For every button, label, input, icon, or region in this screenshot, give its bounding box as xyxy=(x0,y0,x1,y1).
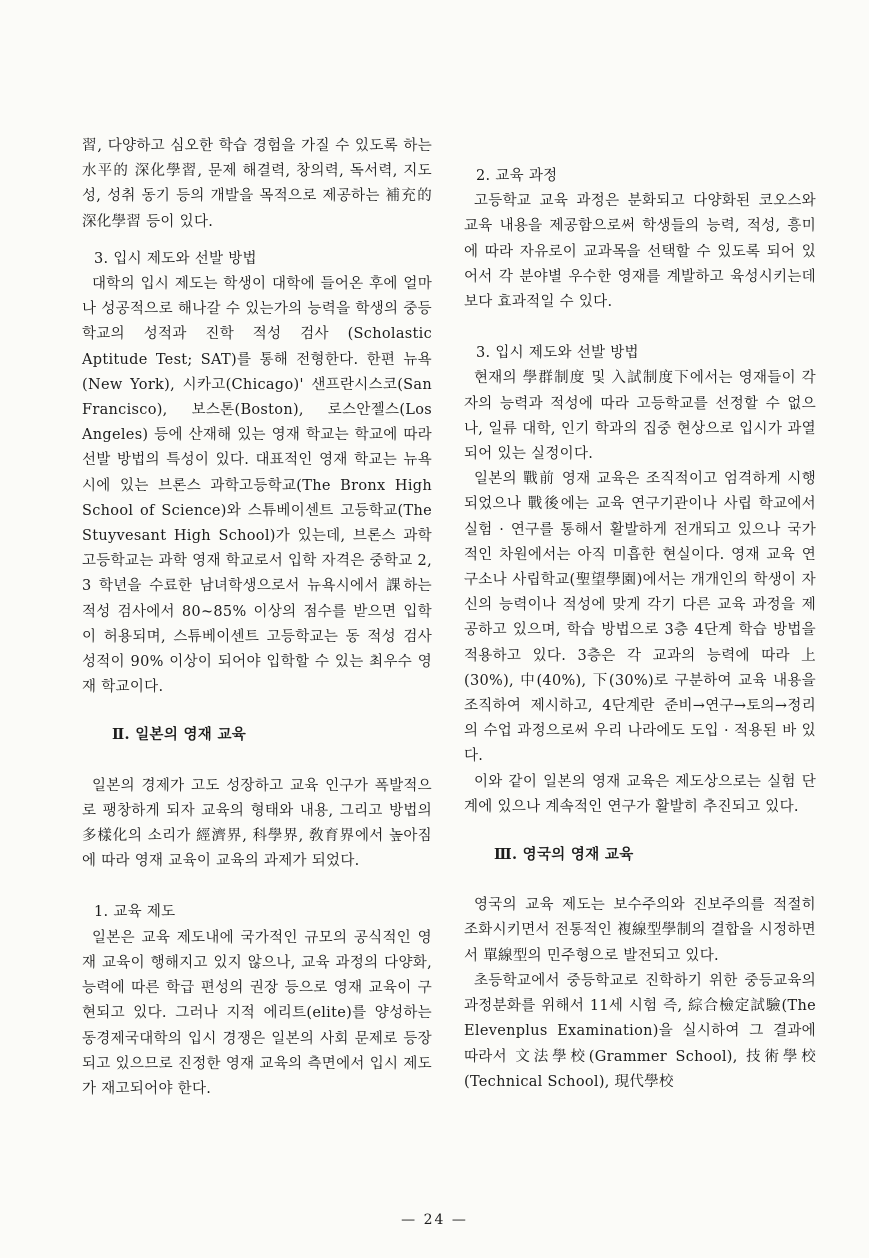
left-paragraph-1: 習, 다양하고 심오한 학습 경험을 가질 수 있도록 하는 水平的 深化學習, 문제 해결력, 창의력, 독서력, 지도성, 성취 동기 등의 개발을 목적으로 제공하는 補充的 深化學習 등이 있다. xyxy=(82,138,432,230)
right-paragraph-6: 초등학교에서 중등학교로 진학하기 위한 중등교육의 과정분화를 위해서 11세 시험 즉, 綜合檢定試驗(The Elevenplus Examination)을 실시하여 그 결과에 따라서 文法學校(Grammer School), 技術學校(Technical School), 現代學校 xyxy=(464,972,816,1090)
right-paragraph-4: 이와 같이 일본의 영재 교육은 제도상으로는 실험 단계에 있으나 계속적인 연구가 활발히 추진되고 있다. xyxy=(464,773,816,815)
left-heading-admission: 3. 입시 제도와 선발 방법 xyxy=(94,250,257,267)
right-paragraph-3: 일본의 戰前 영재 교육은 조직적이고 엄격하게 시행되었으나 戰後에는 교육 연구기관이나 사립 학교에서 실험 · 연구를 통해서 활발하게 전개되고 있으나 국가적인 차원에서는 아직 미흡한 현실이다. 영재 교육 연구소나 사립학교(聖望學園)에서는 개개인의 학생이 자신의 능력이나 적성에 맞게 각기 다른 교육 과정을 제공하고 있으며, 학습 방법으로 3층 4단계 학습 방법을 적용하고 있다. 3층은 각 교과의 능력에 따라 上(30%), 中(40%), 下(30%)로 구분하여 교육 내용을 조직하여 제시하고, 4단계란 준비→연구→토의→정리의 수업 과정으로써 우리 나라에도 도입 · 적용된 바 있다. xyxy=(464,471,816,765)
left-paragraph-3: 일본의 경제가 고도 성장하고 교육 인구가 폭발적으로 팽창하게 되자 교육의 형태와 내용, 그리고 방법의 多樣化의 소리가 經濟界, 科學界, 敎育界에서 높아짐에 따라 영재 교육이 교육의 과제가 되었다. xyxy=(82,777,432,870)
left-section-japan: Ⅱ. 일본의 영재 교육 xyxy=(112,726,247,744)
right-paragraph-1: 고등학교 교육 과정은 분화되고 다양화된 코오스와 교육 내용을 제공함으로써 학생들의 능력, 적성, 흥미에 따라 자유로이 교과목을 선택할 수 있도록 되어 있어서 각 분야별 우수한 영재를 계발하고 육성시키는데 보다 효과적일 수 있다. xyxy=(464,193,816,311)
left-heading-education-system: 1. 교육 제도 xyxy=(94,904,176,921)
right-section-uk: Ⅲ. 영국의 영재 교육 xyxy=(494,846,634,864)
right-paragraph-5: 영국의 교육 제도는 보수주의와 진보주의를 적절히 조화시키면서 전통적인 複線型學制의 결합을 시정하면서 單線型의 민주형으로 발전되고 있다. xyxy=(464,897,816,964)
left-paragraph-4: 일본은 교육 제도내에 국가적인 규모의 공식적인 영재 교육이 행해지고 있지 않으나, 교육 과정의 다양화, 능력에 따른 학급 편성의 권장 등으로 영재 교육이 구현되고 있다. 그러나 지적 에리트(elite)를 양성하는 동경제국대학의 입시 경쟁은 일본의 사회 문제로 등장되고 있으므로 진정한 영재 교육의 측면에서 입시 제도가 재고되어야 한다. xyxy=(82,929,432,1097)
right-heading-curriculum: 2. 교육 과정 xyxy=(476,168,558,184)
right-heading-admission: 3. 입시 제도와 선발 방법 xyxy=(476,345,639,362)
page-number: — 24 — xyxy=(401,1212,468,1228)
left-column xyxy=(82,134,432,1102)
left-paragraph-2: 대학의 입시 제도는 학생이 대학에 들어온 후에 얼마나 성공적으로 해나갈 수 있는가의 능력을 학생의 중등학교의 성적과 진학 적성 검사 (Scholastic Aptitude Test; SAT)를 통해 전형한다. 한편 뉴욕(New York), 시카고(Chicago)' 샌프란시스코(San Francisco), 보스톤(Boston), 로스안젤스(Los Angeles) 등에 산재해 있는 영재 학교는 학교에 따라 선발 방법의 특성이 있다. 대표적인 영재 학교는 뉴욕시에 있는 브론스 과학고등학교(The Bronx High School of Science)와 스튜베이센트 고등학교(The Stuyvesant High School)가 있는데, 브론스 과학고등학교는 과학 영재 학교로서 입학 자격은 중학교 2, 3 학년을 수료한 남녀학생으로서 뉴욕시에서 課하는 적성 검사에서 80~85% 이상의 점수를 받으면 입학이 허용되며, 스튜베이센트 고등학교는 동 적성 검사 성적이 90% 이상이 되어야 입학할 수 있는 최우수 영재 학교이다. xyxy=(82,276,432,696)
right-column xyxy=(464,164,816,1095)
right-paragraph-2: 현재의 學群制度 및 入試制度下에서는 영재들이 각자의 능력과 적성에 따라 고등학교를 선정할 수 없으나, 일류 대학, 인기 학과의 집중 현상으로 입시가 과열되어 있는 실정이다. xyxy=(464,370,816,463)
